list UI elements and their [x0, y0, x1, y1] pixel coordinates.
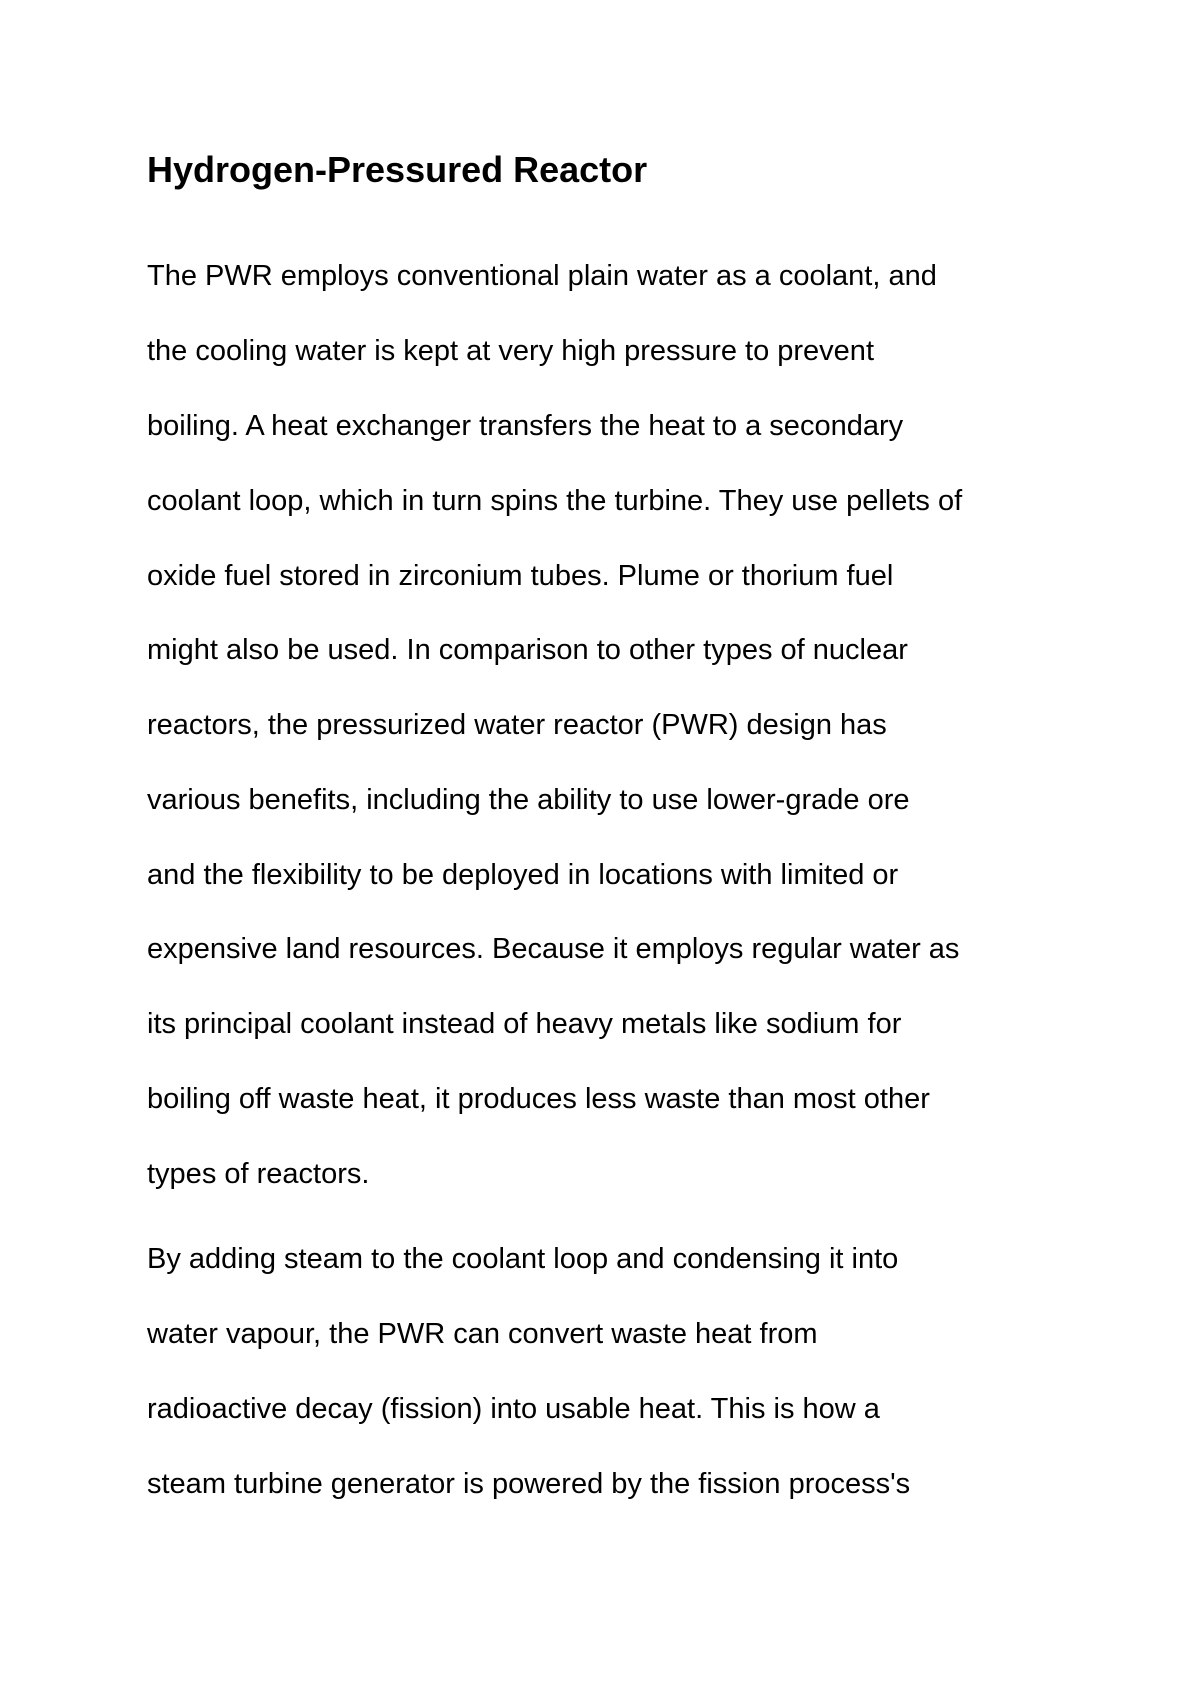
paragraph-line: coolant loop, which in turn spins the turbine. They use pellets of — [147, 485, 963, 517]
paragraph-line: The PWR employs conventional plain water as a coolant, and — [147, 260, 937, 292]
paragraph-line: types of reactors. — [147, 1158, 370, 1190]
paragraph-line: radioactive decay (fission) into usable heat. This is how a — [147, 1393, 880, 1425]
paragraph-line: expensive land resources. Because it employs regular water as — [147, 933, 960, 965]
paragraph-line: various benefits, including the ability to use lower-grade ore — [147, 784, 910, 816]
paragraph-line: and the flexibility to be deployed in locations with limited or — [147, 859, 899, 891]
paragraph-line: steam turbine generator is powered by the fission process's — [147, 1468, 911, 1500]
paragraph-line: its principal coolant instead of heavy metals like sodium for — [147, 1008, 902, 1040]
paragraph-line: oxide fuel stored in zirconium tubes. Plume or thorium fuel — [147, 560, 894, 592]
document-title: Hydrogen-Pressured Reactor — [147, 149, 648, 190]
paragraph-line: reactors, the pressurized water reactor (PWR) design has — [147, 709, 887, 741]
paragraph-line: By adding steam to the coolant loop and condensing it into — [147, 1243, 899, 1275]
paragraph-line: might also be used. In comparison to other types of nuclear — [147, 634, 908, 666]
paragraph-line: the cooling water is kept at very high pressure to prevent — [147, 335, 874, 367]
paragraph-line: water vapour, the PWR can convert waste heat from — [147, 1318, 818, 1350]
paragraph-line: boiling. A heat exchanger transfers the heat to a secondary — [147, 410, 904, 442]
paragraph-line: boiling off waste heat, it produces less waste than most other — [147, 1083, 930, 1115]
